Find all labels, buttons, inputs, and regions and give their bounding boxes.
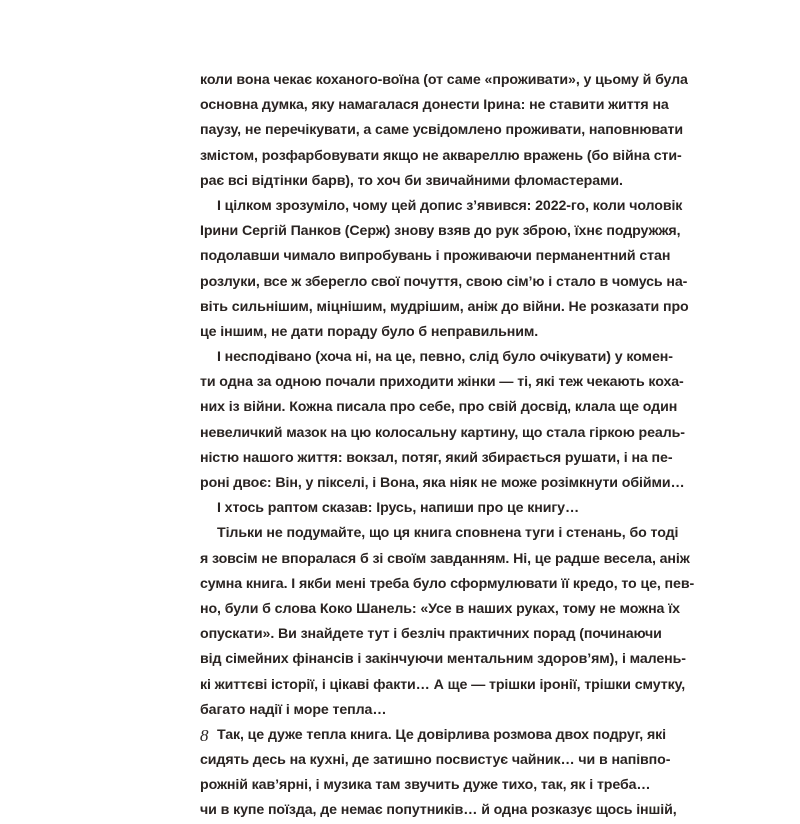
text-line: я зовсім не впоралася б зі своїм завданням. Ні, це радше весела, аніж xyxy=(200,550,690,567)
text-line: но, були б слова Коко Шанель: «Усе в наших руках, тому не можна їх xyxy=(200,600,680,617)
text-line: невеличкий мазок на цю колосальну картину, що стала гіркою реаль- xyxy=(200,424,685,441)
text-line: І несподівано (хоча ні, на це, певно, слід було очікувати) у комен- xyxy=(217,349,673,366)
text-line: рожній кав’ярні, і музика там звучить дуже тихо, так, як і треба… xyxy=(200,777,651,794)
text-line: сидять десь на кухні, де затишно посвистує чайник… чи в напівпо- xyxy=(200,752,671,769)
text-line: чи в купе поїзда, де немає попутників… й одна розказує щось іншій, xyxy=(200,802,677,819)
text-line: основна думка, яку намагалася донести Ірина: не ставити життя на xyxy=(200,97,669,114)
text-line: Тільки не подумайте, що ця книга сповнена туги і стенань, бо тоді xyxy=(217,525,679,542)
text-line: паузу, не перечікувати, а саме усвідомлено проживати, наповнювати xyxy=(200,122,684,139)
paragraph xyxy=(200,496,627,521)
page-text xyxy=(200,68,695,824)
paragraph xyxy=(200,194,689,345)
text-line: Ірини Сергій Панков (Серж) знову взяв до рук зброю, їхнє подружжя, xyxy=(200,223,681,240)
text-line: Так, це дуже тепла книга. Це довірлива розмова двох подруг, які xyxy=(217,726,666,743)
text-line: коли вона чекає коханого-воїна (от саме «проживати», у цьому й була xyxy=(200,72,688,88)
text-line: віть сильнішим, міцнішим, мудрішим, аніж до війни. Не розказати про xyxy=(200,298,689,315)
text-line: подолавши чимало випробувань і проживаючи перманентний стан xyxy=(200,248,671,265)
text-line: рає всі відтінки барв), то хоч би звичайними фломастерами. xyxy=(200,172,623,189)
text-line: розлуки, все ж зберегло свої почуття, свою сім’ю і стало в чомусь на- xyxy=(200,273,688,290)
text-line: кі життєві історії, і цікаві факти… А ще — трішки іронії, трішки смутку, xyxy=(200,676,686,693)
paragraph xyxy=(200,68,688,194)
text-line: ти одна за одною почали приходити жінки — ті, які теж чекають коха- xyxy=(200,374,684,391)
text-line: опускати». Ви знайдете тут і безліч практичних порад (починаючи xyxy=(200,626,662,643)
text-line: багато надії і море тепла… xyxy=(200,701,387,718)
text-line: роні двоє: Він, у пікселі, і Вона, яка ніяк не може розімкнути обійми… xyxy=(200,475,685,491)
text-line: змістом, розфарбовувати якщо не аквареллю вражень (бо війна сти- xyxy=(200,147,682,164)
text-line: І хтось раптом сказав: Ірусь, напиши про це книгу… xyxy=(217,500,580,517)
text-line: І цілком зрозуміло, чому цей допис з’явився: 2022-го, коли чоловік xyxy=(217,197,683,214)
text-line: від сімейних фінансів і закінчуючи ментальним здоров’ям), і малень- xyxy=(200,651,686,668)
page-number: 8 xyxy=(200,726,209,745)
paragraph xyxy=(200,345,685,496)
text-line: це іншим, не дати пораду було б неправильним. xyxy=(200,323,539,340)
text-line: сумна книга. І якби мені треба було сформулювати її кредо, то це, пев- xyxy=(200,575,695,592)
text-line: них із війни. Кожна писала про себе, про свій досвід, клала ще один xyxy=(200,399,678,416)
paragraph xyxy=(200,723,677,824)
text-line: ністю нашого життя: вокзал, потяг, який збирається рушати, і на пе- xyxy=(200,449,673,466)
paragraph xyxy=(200,521,695,723)
